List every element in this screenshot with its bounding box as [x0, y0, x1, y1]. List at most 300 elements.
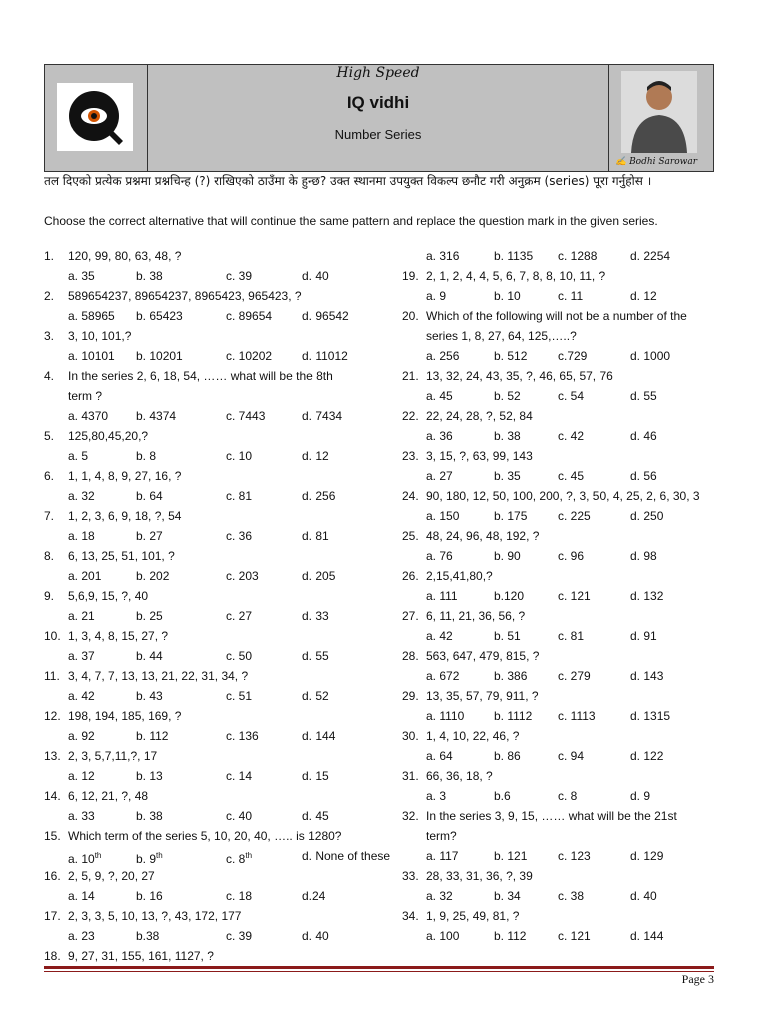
answer-option: a. 27 [426, 469, 453, 483]
question-item [402, 686, 712, 726]
answer-options [402, 546, 712, 566]
answer-option: b. 112 [494, 929, 527, 943]
question-line [402, 686, 712, 706]
answer-option: a. 117 [426, 849, 459, 863]
answer-option: a. 42 [68, 689, 95, 703]
answer-options [44, 766, 394, 786]
answer-option: d. 55 [630, 389, 657, 403]
question-text: 13, 35, 57, 79, 911, ? [426, 689, 539, 703]
question-line [402, 866, 712, 886]
answer-option: d. 52 [302, 689, 329, 703]
answer-option: d. 81 [302, 529, 329, 543]
answer-option: b. 86 [494, 749, 521, 763]
answer-option: c. 27 [226, 609, 253, 623]
answer-option: c. 81 [226, 489, 253, 503]
question-line [402, 266, 712, 286]
question-text: 66, 36, 18, ? [426, 769, 493, 783]
answer-option: b. 10 [494, 289, 521, 303]
eye-q-logo-icon [57, 83, 133, 151]
answer-option: a. 111 [426, 589, 458, 603]
question-number: 17. [44, 909, 61, 923]
answer-option: a. 36 [426, 429, 453, 443]
question-line [402, 526, 712, 546]
answer-option: c. 14 [226, 769, 253, 783]
question-number: 28. [402, 649, 419, 663]
answer-option: d. 12 [302, 449, 329, 463]
question-line [44, 386, 394, 406]
answer-option: d. 45 [302, 809, 329, 823]
question-number: 29. [402, 689, 419, 703]
question-number [44, 386, 68, 406]
question-number: 25. [402, 529, 419, 543]
question-number: 26. [402, 569, 419, 583]
answer-option: d. 205 [302, 569, 336, 583]
question-number: 3. [44, 329, 55, 343]
answer-option: c. 203 [226, 569, 259, 583]
answer-options [402, 786, 712, 806]
question-number: 20. [402, 309, 419, 323]
left-question-column [44, 246, 394, 967]
question-text: 3, 10, 101,? [68, 329, 132, 343]
answer-options [402, 586, 712, 606]
answer-option: b.38 [136, 929, 160, 943]
answer-options [402, 506, 712, 526]
question-line [44, 326, 394, 346]
answer-option: a. 58965 [68, 309, 115, 323]
answer-options [402, 706, 712, 726]
answer-option: a. 37 [68, 649, 95, 663]
answer-options [402, 426, 712, 446]
answer-option: a. 45 [426, 389, 453, 403]
answer-options [44, 606, 394, 626]
question-number: 24. [402, 489, 419, 503]
answer-option: b. 1135 [494, 249, 534, 263]
answer-option: a. 150 [426, 509, 460, 523]
answer-option: a. 35 [68, 269, 95, 283]
question-number: 22. [402, 409, 419, 423]
answer-option: a. 14 [68, 889, 95, 903]
answer-option: b. 27 [136, 529, 163, 543]
answer-option: d. 143 [630, 669, 664, 683]
right-question-column [402, 246, 712, 946]
person-photo-icon [621, 71, 697, 153]
answer-option: c. 7443 [226, 409, 266, 423]
question-number: 2. [44, 289, 55, 303]
question-line [44, 586, 394, 606]
answer-option: c. 225 [558, 509, 591, 523]
answer-options [44, 886, 394, 906]
question-item [44, 906, 394, 946]
answer-options [402, 286, 712, 306]
question-number: 7. [44, 509, 55, 523]
question-item [402, 606, 712, 646]
question-number: 13. [44, 749, 61, 763]
question-item [402, 366, 712, 406]
answer-option: d. 9 [630, 789, 651, 803]
answer-option: c. 8 [558, 789, 578, 803]
question-number: 14. [44, 789, 61, 803]
answer-option: d. 122 [630, 749, 664, 763]
answer-option: a. 1110 [426, 709, 465, 723]
question-text: Which of the following will not be a number of the [426, 309, 687, 323]
answer-option: d. 2254 [630, 249, 671, 263]
question-text: 1, 4, 10, 22, 46, ? [426, 729, 520, 743]
question-text: 13, 32, 24, 43, 35, ?, 46, 65, 57, 76 [426, 369, 613, 383]
answer-option: b. 51 [494, 629, 521, 643]
question-text: 6, 11, 21, 36, 56, ? [426, 609, 526, 623]
answer-option: d. 40 [302, 929, 329, 943]
question-line [402, 326, 712, 346]
answer-option: d. 132 [630, 589, 664, 603]
question-number: 1. [44, 249, 55, 263]
question-item [44, 786, 394, 826]
answer-option: b. 1112 [494, 709, 533, 723]
answer-option: d. 33 [302, 609, 329, 623]
answer-options [402, 926, 712, 946]
answer-option: b. 4374 [136, 409, 177, 423]
answer-option: d. 144 [302, 729, 336, 743]
answer-options [44, 806, 394, 826]
answer-option: d. 12 [630, 289, 657, 303]
answer-options [44, 646, 394, 666]
question-text: 563, 647, 479, 815, ? [426, 649, 540, 663]
question-line [402, 826, 712, 846]
answer-option: c. 10202 [226, 349, 273, 363]
answer-option: d. 91 [630, 629, 657, 643]
answer-option: c. 45 [558, 469, 585, 483]
answer-option: c. 96 [558, 549, 585, 563]
answer-options [44, 346, 394, 366]
question-number: 31. [402, 769, 419, 783]
question-text: 125,80,45,20,? [68, 429, 149, 443]
instructions-english: Choose the correct alternative that will continue the same pattern and replace the question mark in the given series. [44, 214, 658, 228]
answer-option: a. 10th [68, 851, 102, 866]
page-subtitle: Number Series [334, 127, 422, 142]
answer-option: a. 4370 [68, 409, 109, 423]
answer-options [44, 306, 394, 326]
answer-option: a. 64 [426, 749, 453, 763]
answer-option: b. 8 [136, 449, 157, 463]
answer-options [44, 486, 394, 506]
answer-option: c. 123 [558, 849, 591, 863]
answer-option: a. 23 [68, 929, 95, 943]
answer-option: b. 202 [136, 569, 170, 583]
answer-option: a. 9 [426, 289, 447, 303]
answer-option: c. 8th [226, 851, 253, 866]
answer-option: a. 33 [68, 809, 95, 823]
question-number: 10. [44, 629, 61, 643]
answer-option: d. 98 [630, 549, 657, 563]
question-text: 90, 180, 12, 50, 100, 200, ?, 3, 50, 4, 25, 2, 6, 30, 3 [426, 489, 700, 503]
question-text: 3, 4, 7, 7, 13, 13, 21, 22, 31, 34, ? [68, 669, 249, 683]
answer-option: c. 10 [226, 449, 253, 463]
answer-option: b. 13 [136, 769, 163, 783]
answer-option: b. 38 [136, 269, 163, 283]
photo-cell [608, 65, 713, 171]
question-item [402, 646, 712, 686]
answer-option: a. 42 [426, 629, 453, 643]
page-number: Page 3 [681, 972, 714, 986]
question-number: 27. [402, 609, 419, 623]
answer-option: b. 90 [494, 549, 521, 563]
question-line [402, 906, 712, 926]
question-text: 6, 12, 21, ?, 48 [68, 789, 149, 803]
question-line [402, 306, 712, 326]
question-item [44, 326, 394, 366]
answer-option: b. 512 [494, 349, 528, 363]
answer-option: a. 92 [68, 729, 95, 743]
logo-cell [45, 65, 148, 171]
answer-option: a. 32 [426, 889, 453, 903]
question-text: 1, 3, 4, 8, 15, 27, ? [68, 629, 169, 643]
answer-option: d. 7434 [302, 409, 343, 423]
question-text: 3, 15, ?, 63, 99, 143 [426, 449, 533, 463]
answer-option: d.24 [302, 889, 326, 903]
answer-option: c. 1113 [558, 709, 596, 723]
answer-options [44, 926, 394, 946]
answer-option: d. 56 [630, 469, 657, 483]
answer-option: a. 3 [426, 789, 447, 803]
answer-option: c. 11 [558, 289, 584, 303]
answer-options [44, 846, 394, 866]
question-item [44, 826, 394, 866]
question-item [44, 426, 394, 466]
question-number: 23. [402, 449, 419, 463]
answer-option: c. 39 [226, 929, 253, 943]
question-line [44, 906, 394, 926]
question-line [44, 826, 394, 846]
answer-option: c. 1288 [558, 249, 598, 263]
page-title: IQ vidhi [346, 93, 410, 112]
answer-options [44, 406, 394, 426]
answer-option: d. 40 [630, 889, 657, 903]
answer-option: c. 54 [558, 389, 585, 403]
question-line [402, 606, 712, 626]
question-line [402, 366, 712, 386]
answer-option: d. 129 [630, 849, 664, 863]
question-item [44, 586, 394, 626]
question-line [44, 786, 394, 806]
answer-options [44, 566, 394, 586]
question-item [402, 486, 712, 526]
author-photo [621, 71, 697, 153]
question-text: 1, 2, 3, 6, 9, 18, ?, 54 [68, 509, 182, 523]
question-item [402, 266, 712, 306]
answer-option: b. 121 [494, 849, 528, 863]
question-item [44, 466, 394, 506]
question-number [402, 826, 426, 846]
answer-option: b. 34 [494, 889, 521, 903]
instructions-nepali: तल दिएको प्रत्येक प्रश्नमा प्रश्नचिन्ह (?) राखिएको ठाउँमा के हुन्छ? उक्त स्थानमा उपयुक्त विकल्प छनौट गरी अनुक्रम (series) पूरा गर्नुहोस । [44, 174, 652, 188]
question-line [402, 806, 712, 826]
answer-option: b. 10201 [136, 349, 183, 363]
question-number: 21. [402, 369, 419, 383]
question-number: 8. [44, 549, 55, 563]
answer-option: a. 18 [68, 529, 95, 543]
question-line [402, 446, 712, 466]
question-line [402, 646, 712, 666]
answer-options [44, 726, 394, 746]
answer-option: c. 50 [226, 649, 253, 663]
question-item [402, 806, 712, 866]
question-item [44, 546, 394, 586]
question-item [402, 526, 712, 566]
header-box [44, 64, 714, 172]
answer-option: b. 43 [136, 689, 163, 703]
answer-option: c. 81 [558, 629, 585, 643]
answer-options [402, 466, 712, 486]
question-item [44, 666, 394, 706]
answer-option: c. 136 [226, 729, 259, 743]
question-item [44, 246, 394, 286]
question-line [44, 866, 394, 886]
question-text: term? [426, 829, 457, 843]
question-text: 198, 194, 185, 169, ? [68, 709, 182, 723]
question-item [44, 366, 394, 426]
question-line [44, 706, 394, 726]
ordinal-suffix: th [245, 851, 253, 860]
question-item [402, 766, 712, 806]
answer-option: a. 76 [426, 549, 453, 563]
question-text: 6, 13, 25, 51, 101, ? [68, 549, 175, 563]
question-number: 16. [44, 869, 61, 883]
answer-option: d. 1315 [630, 709, 671, 723]
question-item [44, 746, 394, 786]
answer-option: c. 89654 [226, 309, 273, 323]
question-text: 1, 9, 25, 49, 81, ? [426, 909, 520, 923]
question-number: 33. [402, 869, 419, 883]
question-line [44, 246, 394, 266]
question-number: 18. [44, 949, 61, 963]
footer-rule-thin [44, 971, 714, 972]
ordinal-suffix: th [156, 851, 163, 860]
question-number: 34. [402, 909, 419, 923]
question-item [402, 406, 712, 446]
answer-option: b. 52 [494, 389, 521, 403]
question-number: 12. [44, 709, 61, 723]
answer-option: b.120 [494, 589, 525, 603]
answer-options [402, 846, 712, 866]
question-item [44, 286, 394, 326]
answer-option: b. 16 [136, 889, 163, 903]
answer-option: b. 38 [136, 809, 163, 823]
answer-option: c. 36 [226, 529, 253, 543]
question-number: 9. [44, 589, 55, 603]
question-line [402, 766, 712, 786]
question-item [402, 866, 712, 906]
question-number: 19. [402, 269, 419, 283]
answer-option: c.729 [558, 349, 588, 363]
answer-option: b. 25 [136, 609, 163, 623]
question-line [44, 426, 394, 446]
answer-option: a. 316 [426, 249, 460, 263]
question-number: 4. [44, 369, 55, 383]
answer-option: d. 11012 [302, 349, 348, 363]
question-item [44, 706, 394, 746]
question-item [44, 626, 394, 666]
question-text: 2, 1, 2, 4, 4, 5, 6, 7, 8, 8, 10, 11, ? [426, 269, 606, 283]
answer-option: d. 55 [302, 649, 329, 663]
question-text: In the series 2, 6, 18, 54, …… what will be the 8th [68, 369, 333, 383]
answer-option: a. 5 [68, 449, 89, 463]
answer-option: b. 38 [494, 429, 521, 443]
answer-option: b. 175 [494, 509, 528, 523]
brand-text: High Speed [336, 65, 420, 81]
answer-option: b. 35 [494, 469, 521, 483]
question-number: 5. [44, 429, 55, 443]
answer-options [402, 746, 712, 766]
question-line [402, 726, 712, 746]
question-text: 2, 3, 3, 5, 10, 13, ?, 43, 172, 177 [68, 909, 242, 923]
answer-option: c. 51 [226, 689, 253, 703]
question-line [44, 746, 394, 766]
answer-option: d. 40 [302, 269, 329, 283]
question-text: 2,15,41,80,? [426, 569, 493, 583]
answer-option: c. 121 [558, 589, 591, 603]
answer-option: c. 94 [558, 749, 585, 763]
question-text: In the series 3, 9, 15, …… what will be the 21st [426, 809, 677, 823]
answer-option: a. 201 [68, 569, 102, 583]
question-line [44, 546, 394, 566]
question-text: 589654237, 89654237, 8965423, 965423, ? [68, 289, 302, 303]
answer-option: a. 32 [68, 489, 95, 503]
question-item [402, 566, 712, 606]
question-text: series 1, 8, 27, 64, 125,…..? [426, 329, 577, 343]
question-text: 9, 27, 31, 155, 161, 1127, ? [68, 949, 214, 963]
question-text: 2, 5, 9, ?, 20, 27 [68, 869, 155, 883]
answer-option: a. 672 [426, 669, 460, 683]
question-line [402, 566, 712, 586]
question-line [44, 626, 394, 646]
question-line [44, 366, 394, 386]
answer-options [402, 626, 712, 646]
question-item [44, 506, 394, 546]
answer-option: b. 9th [136, 851, 163, 866]
question-text: 120, 99, 80, 63, 48, ? [68, 249, 182, 263]
answer-option: d. None of these [302, 849, 391, 863]
question-text: 1, 1, 4, 8, 9, 27, 16, ? [68, 469, 182, 483]
question-number [402, 326, 426, 346]
question-text: 48, 24, 96, 48, 192, ? [426, 529, 540, 543]
question-text: term ? [68, 389, 103, 403]
answer-option: b.6 [494, 789, 511, 803]
answer-option: a. 10101 [68, 349, 115, 363]
answer-options [402, 666, 712, 686]
answer-option: c. 39 [226, 269, 253, 283]
question-item [44, 946, 394, 967]
logo [57, 83, 133, 151]
answer-options [402, 346, 712, 366]
question-number: 6. [44, 469, 55, 483]
answer-option: a. 21 [68, 609, 95, 623]
answer-option: c. 38 [558, 889, 585, 903]
question-line [402, 486, 712, 506]
answer-option: d. 1000 [630, 349, 671, 363]
ordinal-suffix: th [94, 851, 102, 860]
answer-options [44, 686, 394, 706]
answer-options [44, 446, 394, 466]
question-text: 2, 3, 5,7,11,?, 17 [68, 749, 158, 763]
question-line [44, 946, 394, 967]
answer-option: c. 40 [226, 809, 253, 823]
answer-options [44, 526, 394, 546]
question-item [402, 446, 712, 486]
answer-option: d. 144 [630, 929, 664, 943]
answer-option: b. 386 [494, 669, 528, 683]
answer-options [402, 246, 712, 266]
answer-option: a. 100 [426, 929, 460, 943]
question-text: 22, 24, 28, ?, 52, 84 [426, 409, 533, 423]
